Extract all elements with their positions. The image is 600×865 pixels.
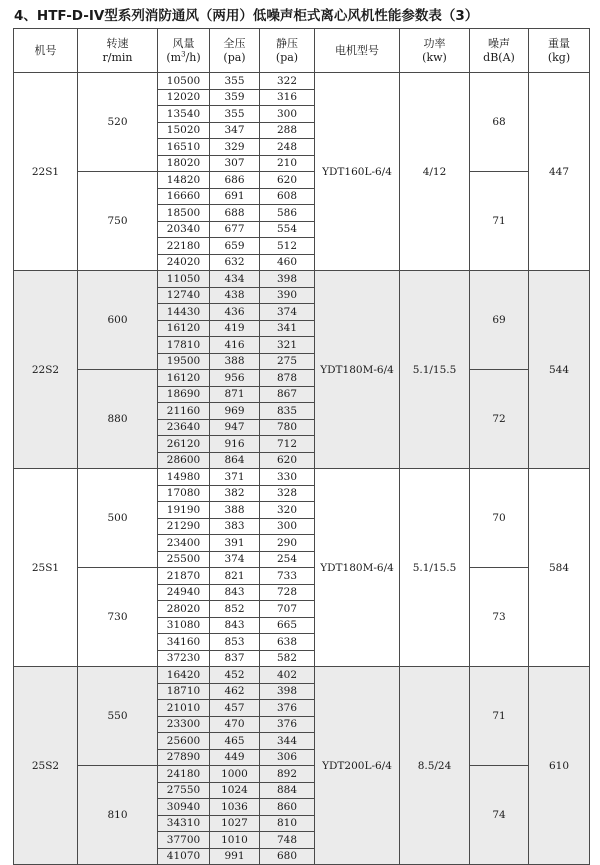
airflow-cell: 22180 [158,238,210,255]
airflow-cell: 16660 [158,188,210,205]
noise-cell: 68 [470,73,529,172]
airflow-cell: 13540 [158,106,210,123]
airflow-cell: 16510 [158,139,210,156]
power-cell: 8.5/24 [400,667,470,865]
total-pressure-cell: 371 [210,469,260,486]
fan-group-25s2 [14,667,590,865]
header-power: 功率 (kw) [400,29,470,73]
weight-cell: 447 [529,73,590,271]
airflow-cell: 41070 [158,848,210,865]
speed-cell: 750 [78,172,158,271]
airflow-cell: 16420 [158,667,210,684]
static-pressure-cell: 728 [260,584,315,601]
airflow-cell: 21870 [158,568,210,585]
static-pressure-cell: 582 [260,650,315,667]
speed-cell: 600 [78,271,158,370]
total-pressure-cell: 853 [210,634,260,651]
airflow-cell: 34310 [158,815,210,832]
airflow-cell: 23300 [158,716,210,733]
static-pressure-cell: 374 [260,304,315,321]
static-pressure-cell: 321 [260,337,315,354]
static-pressure-cell: 320 [260,502,315,519]
table-row [14,667,590,684]
model-cell: 22S1 [14,73,78,271]
total-pressure-cell: 871 [210,386,260,403]
fan-group-22s2 [14,271,590,469]
power-cell: 4/12 [400,73,470,271]
motor-cell: YDT160L-6/4 [315,73,400,271]
noise-cell: 69 [470,271,529,370]
total-pressure-cell: 677 [210,221,260,238]
total-pressure-cell: 864 [210,452,260,469]
static-pressure-cell: 460 [260,254,315,271]
airflow-cell: 10500 [158,73,210,90]
airflow-cell: 26120 [158,436,210,453]
static-pressure-cell: 330 [260,469,315,486]
static-pressure-cell: 390 [260,287,315,304]
table-row [14,172,590,189]
airflow-cell: 19190 [158,502,210,519]
static-pressure-cell: 275 [260,353,315,370]
static-pressure-cell: 376 [260,716,315,733]
static-pressure-cell: 398 [260,683,315,700]
static-pressure-cell: 733 [260,568,315,585]
motor-cell: YDT180M-6/4 [315,469,400,667]
header-airflow: 风量 $(m^3/h)$ [158,29,210,73]
speed-cell: 520 [78,73,158,172]
motor-cell: YDT180M-6/4 [315,271,400,469]
airflow-cell: 14430 [158,304,210,321]
airflow-cell: 15020 [158,122,210,139]
airflow-cell: 31080 [158,617,210,634]
speed-cell: 810 [78,766,158,865]
airflow-cell: 37230 [158,650,210,667]
airflow-cell: 18690 [158,386,210,403]
static-pressure-cell: 620 [260,172,315,189]
airflow-cell: 23400 [158,535,210,552]
airflow-cell: 23640 [158,419,210,436]
static-pressure-cell: 878 [260,370,315,387]
airflow-cell: 12740 [158,287,210,304]
static-pressure-cell: 341 [260,320,315,337]
table-row [14,271,590,288]
total-pressure-cell: 462 [210,683,260,700]
airflow-cell: 21010 [158,700,210,717]
speed-cell: 730 [78,568,158,667]
static-pressure-cell: 748 [260,832,315,849]
static-pressure-cell: 586 [260,205,315,222]
airflow-cell: 14980 [158,469,210,486]
airflow-cell: 11050 [158,271,210,288]
static-pressure-cell: 290 [260,535,315,552]
total-pressure-cell: 434 [210,271,260,288]
page-title: 4、HTF-D-IV型系列消防通风（两用）低噪声柜式离心风机性能参数表（3） [14,8,479,24]
speed-cell: 550 [78,667,158,766]
table-row [14,73,590,90]
airflow-cell: 27890 [158,749,210,766]
static-pressure-cell: 300 [260,106,315,123]
total-pressure-cell: 1024 [210,782,260,799]
total-pressure-cell: 470 [210,716,260,733]
total-pressure-cell: 956 [210,370,260,387]
airflow-cell: 27550 [158,782,210,799]
static-pressure-cell: 210 [260,155,315,172]
total-pressure-cell: 382 [210,485,260,502]
static-pressure-cell: 254 [260,551,315,568]
total-pressure-cell: 837 [210,650,260,667]
total-pressure-cell: 383 [210,518,260,535]
static-pressure-cell: 620 [260,452,315,469]
total-pressure-cell: 852 [210,601,260,618]
total-pressure-cell: 991 [210,848,260,865]
model-cell: 25S1 [14,469,78,667]
total-pressure-cell: 347 [210,122,260,139]
weight-cell: 610 [529,667,590,865]
model-cell: 25S2 [14,667,78,865]
static-pressure-cell: 322 [260,73,315,90]
airflow-cell: 28020 [158,601,210,618]
airflow-cell: 28600 [158,452,210,469]
noise-cell: 71 [470,667,529,766]
total-pressure-cell: 843 [210,584,260,601]
static-pressure-cell: 665 [260,617,315,634]
header-model: 机号 [14,29,78,73]
total-pressure-cell: 686 [210,172,260,189]
static-pressure-cell: 376 [260,700,315,717]
static-pressure-cell: 306 [260,749,315,766]
static-pressure-cell: 860 [260,799,315,816]
airflow-cell: 30940 [158,799,210,816]
noise-cell: 74 [470,766,529,865]
static-pressure-cell: 867 [260,386,315,403]
airflow-cell: 37700 [158,832,210,849]
header-motor: 电机型号 [315,29,400,73]
model-cell: 22S2 [14,271,78,469]
total-pressure-cell: 916 [210,436,260,453]
header-noise: 噪声 dB(A) [470,29,529,73]
total-pressure-cell: 457 [210,700,260,717]
static-pressure-cell: 707 [260,601,315,618]
fan-group-22s1 [14,73,590,271]
table-row [14,766,590,783]
total-pressure-cell: 688 [210,205,260,222]
noise-cell: 71 [470,172,529,271]
static-pressure-cell: 712 [260,436,315,453]
static-pressure-cell: 892 [260,766,315,783]
total-pressure-cell: 1000 [210,766,260,783]
static-pressure-cell: 344 [260,733,315,750]
motor-cell: YDT200L-6/4 [315,667,400,865]
total-pressure-cell: 969 [210,403,260,420]
airflow-cell: 18710 [158,683,210,700]
total-pressure-cell: 449 [210,749,260,766]
airflow-cell: 21290 [158,518,210,535]
table-row [14,370,590,387]
airflow-cell: 25500 [158,551,210,568]
airflow-cell: 17810 [158,337,210,354]
noise-cell: 72 [470,370,529,469]
power-cell: 5.1/15.5 [400,271,470,469]
noise-cell: 73 [470,568,529,667]
table-row [14,469,590,486]
header-row [14,29,590,73]
airflow-cell: 21160 [158,403,210,420]
static-pressure-cell: 810 [260,815,315,832]
weight-cell: 584 [529,469,590,667]
header-weight: 重量 (kg) [529,29,590,73]
static-pressure-cell: 402 [260,667,315,684]
total-pressure-cell: 843 [210,617,260,634]
static-pressure-cell: 512 [260,238,315,255]
total-pressure-cell: 374 [210,551,260,568]
total-pressure-cell: 359 [210,89,260,106]
static-pressure-cell: 328 [260,485,315,502]
total-pressure-cell: 438 [210,287,260,304]
airflow-cell: 25600 [158,733,210,750]
airflow-cell: 17080 [158,485,210,502]
speed-cell: 880 [78,370,158,469]
static-pressure-cell: 884 [260,782,315,799]
total-pressure-cell: 452 [210,667,260,684]
static-pressure-cell: 288 [260,122,315,139]
total-pressure-cell: 659 [210,238,260,255]
total-pressure-cell: 465 [210,733,260,750]
total-pressure-cell: 307 [210,155,260,172]
airflow-cell: 24180 [158,766,210,783]
static-pressure-cell: 316 [260,89,315,106]
airflow-cell: 12020 [158,89,210,106]
total-pressure-cell: 355 [210,73,260,90]
total-pressure-cell: 1010 [210,832,260,849]
power-cell: 5.1/15.5 [400,469,470,667]
table-row [14,568,590,585]
static-pressure-cell: 554 [260,221,315,238]
total-pressure-cell: 1036 [210,799,260,816]
static-pressure-cell: 608 [260,188,315,205]
performance-table [13,28,590,865]
static-pressure-cell: 248 [260,139,315,156]
total-pressure-cell: 1027 [210,815,260,832]
airflow-cell: 16120 [158,320,210,337]
airflow-cell: 14820 [158,172,210,189]
airflow-cell: 18020 [158,155,210,172]
airflow-cell: 18500 [158,205,210,222]
airflow-cell: 24020 [158,254,210,271]
speed-cell: 500 [78,469,158,568]
total-pressure-cell: 391 [210,535,260,552]
airflow-cell: 34160 [158,634,210,651]
weight-cell: 544 [529,271,590,469]
total-pressure-cell: 947 [210,419,260,436]
airflow-cell: 19500 [158,353,210,370]
header-total-pressure: 全压 (pa) [210,29,260,73]
static-pressure-cell: 638 [260,634,315,651]
header-static-pressure: 静压 (pa) [260,29,315,73]
static-pressure-cell: 680 [260,848,315,865]
total-pressure-cell: 355 [210,106,260,123]
total-pressure-cell: 388 [210,502,260,519]
airflow-cell: 24940 [158,584,210,601]
airflow-cell: 20340 [158,221,210,238]
fan-group-25s1 [14,469,590,667]
total-pressure-cell: 419 [210,320,260,337]
static-pressure-cell: 398 [260,271,315,288]
static-pressure-cell: 835 [260,403,315,420]
total-pressure-cell: 632 [210,254,260,271]
static-pressure-cell: 780 [260,419,315,436]
noise-cell: 70 [470,469,529,568]
header-speed: 转速 r/min [78,29,158,73]
total-pressure-cell: 821 [210,568,260,585]
airflow-cell: 16120 [158,370,210,387]
static-pressure-cell: 300 [260,518,315,535]
total-pressure-cell: 691 [210,188,260,205]
total-pressure-cell: 388 [210,353,260,370]
airflow-unit: $(m^3/h)$ [166,49,201,64]
total-pressure-cell: 329 [210,139,260,156]
total-pressure-cell: 436 [210,304,260,321]
total-pressure-cell: 416 [210,337,260,354]
